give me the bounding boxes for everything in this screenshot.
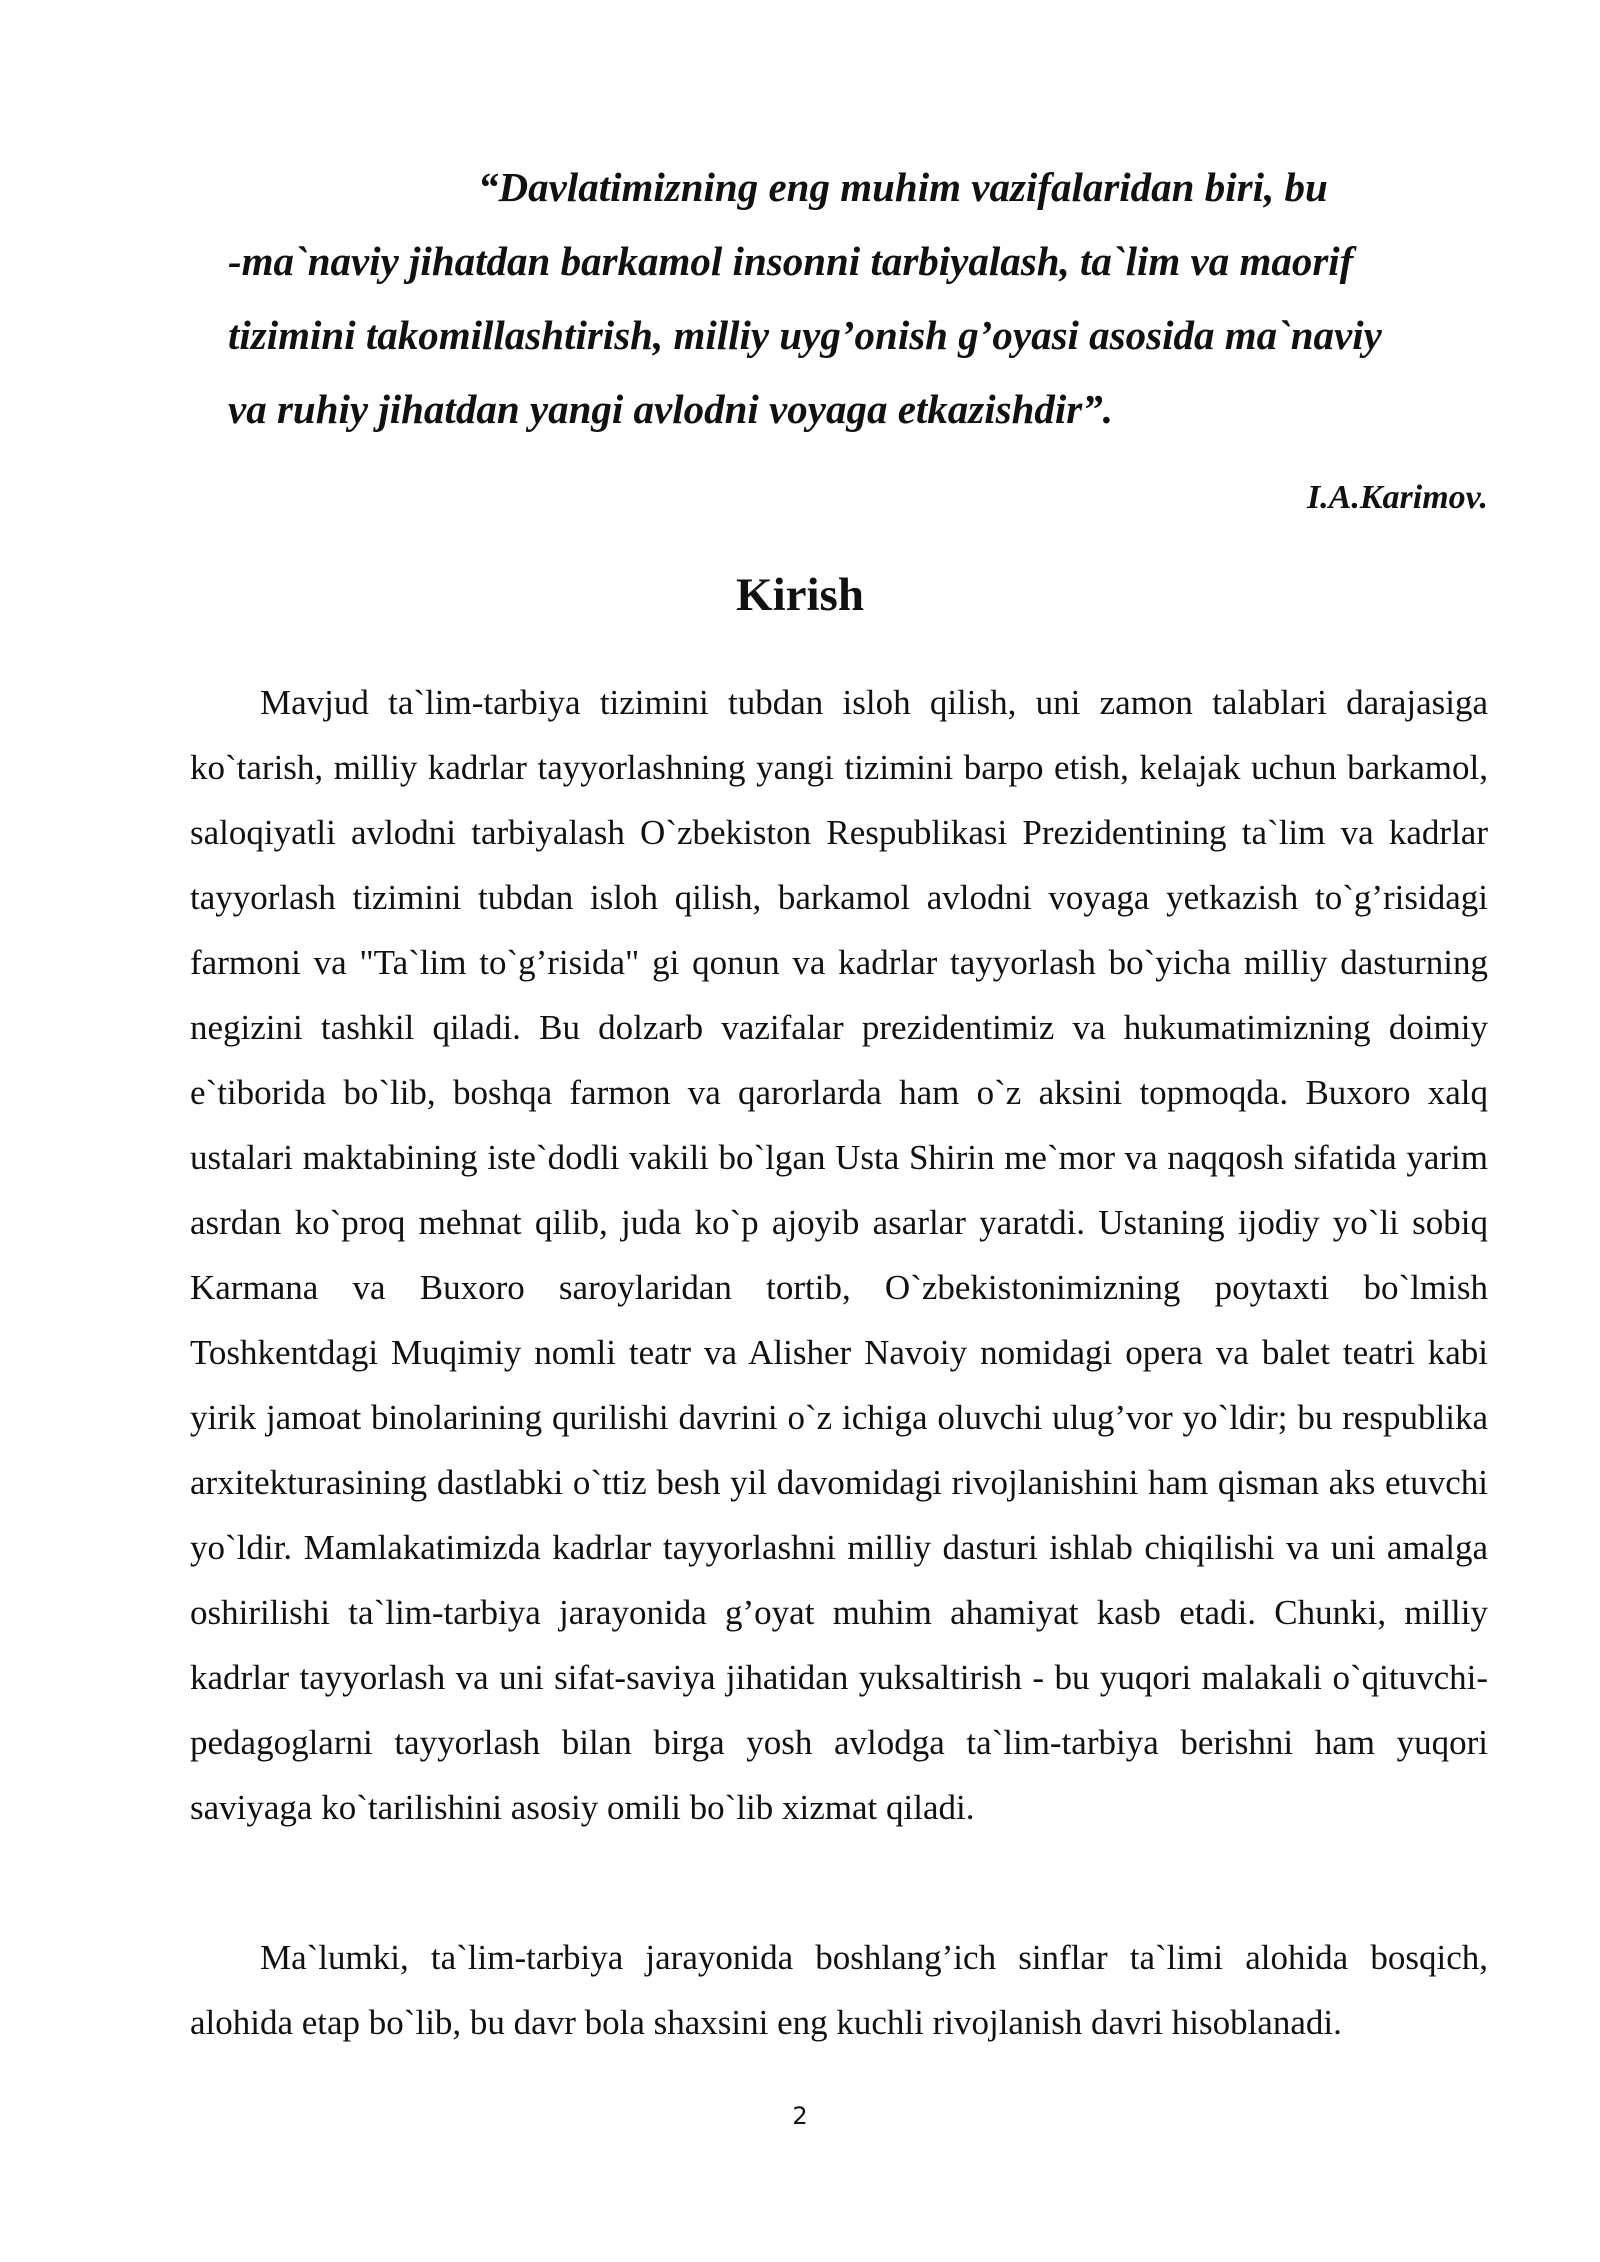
body-paragraph: Mavjud ta`lim-tarbiya tizimini tubdan isloh qilish, uni zamon talablari darajasiga ko`tarish, milliy kadrlar tayyorlashning yangi tizimini barpo etish, kelajak uchun barkamol, saloqiyatli avlodni tarbiyalash O`zbekiston Respublikasi Prezidentining ta`lim va kadrlar tayyorlash tizimini tubdan isloh qilish, barkamol avlodni voyaga yetkazish to`g’risidagi farmoni va "Ta`lim to`g’risida" gi qonun va kadrlar tayyorlash bo`yicha milliy dasturning negizini tashkil qiladi. Bu dolzarb vazifalar prezidentimiz va hukumatimizning doimiy e`tiborida bo`lib, boshqa farmon va qarorlarda ham o`z aksini topmoqda. Buxoro xalq ustalari maktabining iste`dodli vakili bo`lgan Usta Shirin me`mor va naqqosh sifatida yarim asrdan ko`proq mehnat qilib, juda ko`p ajoyib asarlar yaratdi. Ustaning ijodiy yo`li sobiq Karmana va Buxoro saroylaridan tortib, O`zbekistonimizning poytaxti bo`lmish Toshkentdagi Muqimiy nomli teatr va Alisher Navoiy nomidagi opera va balet teatri kabi yirik jamoat binolarining qurilishi davrini o`z ichiga oluvchi ulug’vor yo`ldir; bu respublika arxitekturasining dastlabki o`ttiz besh yil davomidagi rivojlanishini ham qisman aks etuvchi yo`ldir. Mamlakatimizda kadrlar tayyorlashni milliy dasturi ishlab chiqilishi va uni amalga oshirilishi ta`lim-tarbiya jarayonida g’oyat muhim ahamiyat kasb etadi. Chunki, milliy kadrlar tayyorlash va uni sifat-saviya jihatidan yuksaltirish - bu yuqori malakali o`qituvchi-pedagoglarni tayyorlash bilan birga yosh avlodga ta`lim-tarbiya berishni ham yuqori saviyaga ko`tarilishini asosiy omili bo`lib xizmat qiladi. <box>190 683 1488 1827</box>
epigraph-line: va ruhiy jihatdan yangi avlodni voyaga etkazishdir”. <box>228 386 1113 432</box>
body-paragraph: Ma`lumki, ta`lim-tarbiya jarayonida boshlang’ich sinflar ta`limi alohida bosqich, alohida etap bo`lib, bu davr bola shaxsini eng kuchli rivojlanish davri hisoblanadi. <box>190 1938 1488 2042</box>
epigraph-line: -ma`naviy jihatdan barkamol insonni tarbiyalash, ta`lim va maorif <box>228 238 1354 284</box>
epigraph-line: “Davlatimizning eng muhim vazifalaridan biri, bu <box>478 164 1328 210</box>
epigraph-line: tizimini takomillashtirish, milliy uyg’onish g’oyasi asosida ma`naviy <box>228 312 1382 358</box>
section-heading: Kirish <box>736 569 864 621</box>
page-number: 2 <box>792 2102 808 2130</box>
epigraph-quote <box>228 150 1488 446</box>
epigraph-author: I.A.Karimov. <box>1306 479 1488 516</box>
